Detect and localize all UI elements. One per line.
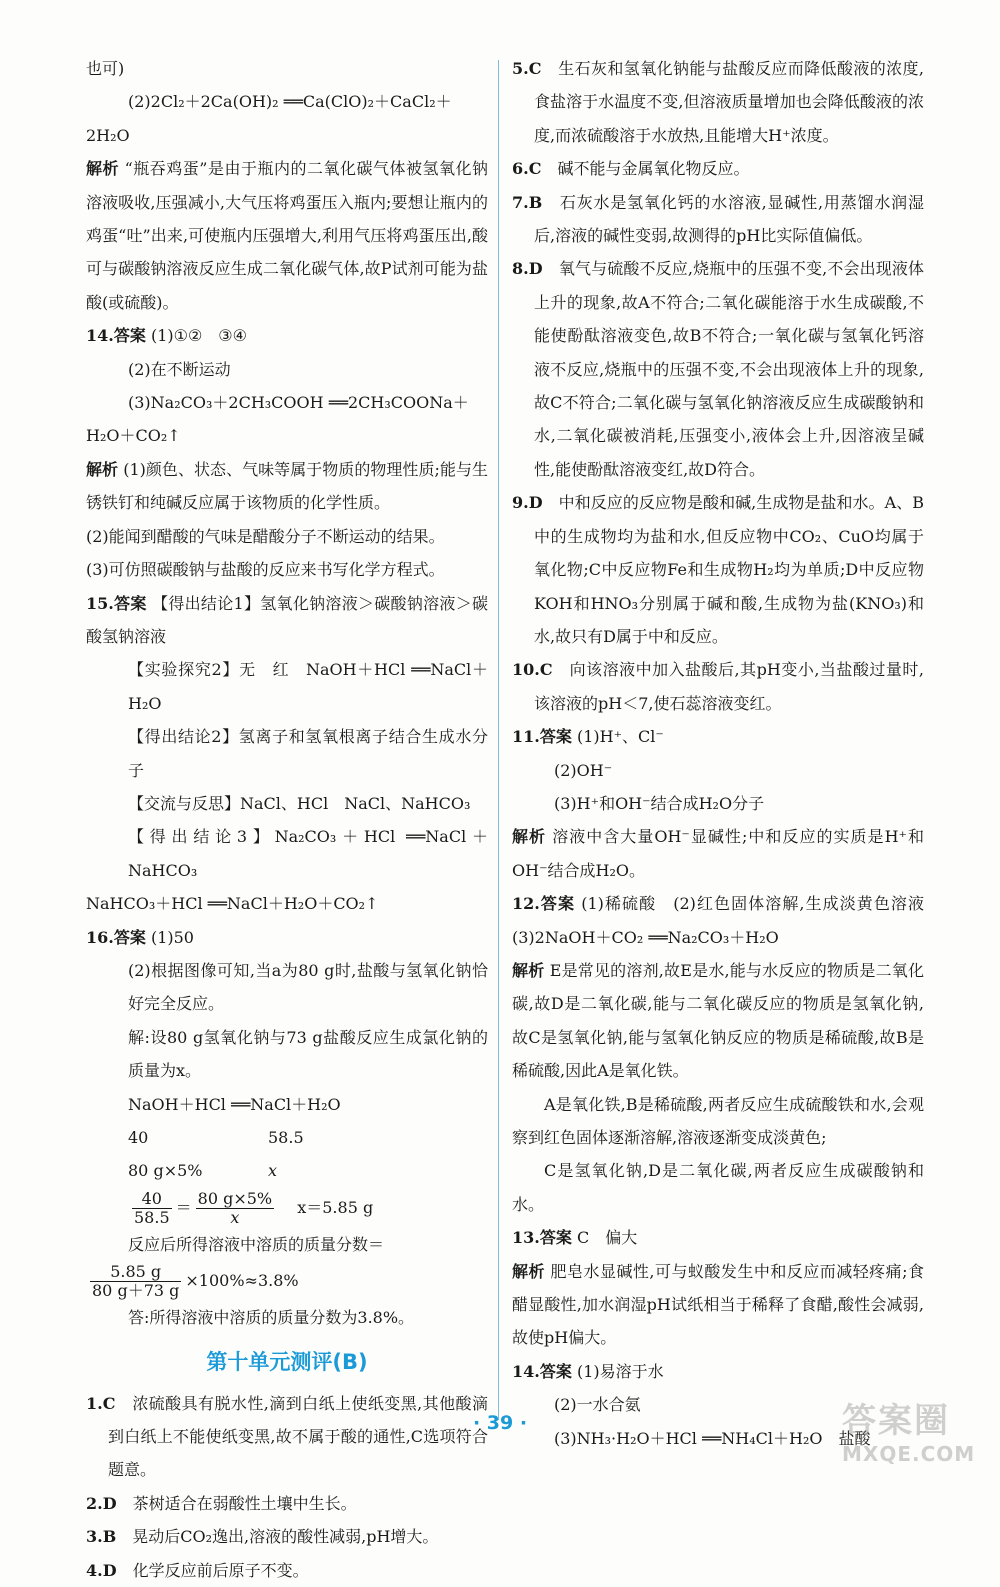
fraction bbox=[132, 1190, 172, 1227]
answer-label: 答案 bbox=[539, 894, 576, 914]
analysis-text: 肥皂水显碱性,可与蚁酸发生中和反应而减轻疼痛;食醋显酸性,加水润湿pH试纸相当于稀释了食醋,酸性会减弱,故使pH偏大。 bbox=[512, 1261, 924, 1348]
item-number: 8.D bbox=[512, 259, 543, 279]
item-number: 2.D bbox=[86, 1493, 117, 1513]
analysis-paragraph bbox=[86, 453, 488, 520]
answer-line: (2)根据图像可知,当a为80 g时,盐酸与氢氧化钠恰好完全反应。 bbox=[128, 960, 488, 1014]
denominator: 58.5 bbox=[134, 1207, 170, 1227]
analysis-paragraph bbox=[512, 1255, 924, 1355]
answer-item bbox=[86, 1387, 488, 1487]
fraction bbox=[90, 1263, 181, 1300]
item-text: 向该溶液中加入盐酸后,其pH变小,当盐酸过量时,该溶液的pH＜7,使石蕊溶液变红。 bbox=[534, 660, 924, 713]
analysis-label: 解析 bbox=[512, 960, 545, 980]
answer-line: 反应后所得溶液中溶质的质量分数＝ bbox=[128, 1234, 385, 1254]
page-number: · 39 · bbox=[472, 1412, 528, 1434]
text-line: 也可) bbox=[86, 59, 125, 78]
answer-item bbox=[86, 1487, 488, 1520]
item-text: 浓硫酸具有脱水性,滴到白纸上使纸变黑,其他酸滴到白纸上不能使纸变黑,故不属于酸的通性,C选项符合题意。 bbox=[108, 1393, 488, 1480]
answer-14-header bbox=[86, 319, 488, 352]
result: ×100%≈3.8% bbox=[185, 1271, 299, 1291]
answer-line: (2)一水合氨 bbox=[554, 1395, 641, 1415]
fraction bbox=[196, 1190, 274, 1227]
item-number: 6.C bbox=[512, 159, 542, 179]
analysis-label: 解析 bbox=[512, 827, 547, 847]
equals-sign: ＝ bbox=[175, 1197, 192, 1217]
ratio-row bbox=[86, 1154, 488, 1187]
equation-line: (3)NH₃·H₂O＋HCl ══NH₄Cl＋H₂O 盐酸 bbox=[554, 1428, 871, 1448]
answer-text: C 偏大 bbox=[576, 1228, 638, 1248]
item-text: 晃动后CO₂逸出,溶液的酸性减弱,pH增大。 bbox=[132, 1527, 439, 1547]
numerator: 40 bbox=[132, 1190, 172, 1209]
item-text: 碱不能与金属氧化物反应。 bbox=[557, 159, 750, 179]
answer-11-header bbox=[512, 720, 924, 753]
answer-line: (3)H⁺和OH⁻结合成H₂O分子 bbox=[554, 793, 765, 813]
denominator: 80 g＋73 g bbox=[92, 1281, 180, 1301]
question-number: 14. bbox=[512, 1361, 540, 1381]
analysis-text: (1)颜色、状态、气味等属于物质的物理性质;能与生锈铁钉和纯碱反应属于该物质的化学性质。 bbox=[86, 459, 488, 513]
analysis-line: (2)能闻到醋酸的气味是醋酸分子不断运动的结果。 bbox=[86, 526, 445, 546]
analysis-text: E是常见的溶剂,故E是水,能与水反应的物质是二氧化碳,故D是二氧化碳,能与二氧化碳反应的物质是氢氧化钠,故C是氢氧化钠,能与氢氧化钠反应的物质是稀硫酸,故B是稀硫酸,因此A是氧化铁。 bbox=[512, 960, 924, 1081]
question-number: 16. bbox=[86, 927, 114, 947]
equation-line: (2)2Cl₂＋2Ca(OH)₂ ══Ca(ClO)₂＋CaCl₂＋ bbox=[128, 92, 452, 112]
equation-line: NaOH＋HCl ══NaCl＋H₂O bbox=[128, 1094, 341, 1114]
denominator: x bbox=[230, 1207, 240, 1227]
answer-line: 解:设80 g氢氧化钠与73 g盐酸反应生成氯化钠的质量为x。 bbox=[128, 1027, 488, 1081]
analysis-text: “瓶吞鸡蛋”是由于瓶内的二氧化碳气体被氢氧化钠溶液吸收,压强减小,大气压将鸡蛋压入瓶内;要想让瓶内的鸡蛋“吐”出来,可使瓶内压强增大,利用气压将鸡蛋压出,酸可与碳酸钠溶液反应生成二氧化碳气体,故P试剂可能为盐酸(或硫酸)。 bbox=[86, 159, 488, 312]
answer-label: 答案 bbox=[539, 1228, 572, 1248]
answer-item bbox=[512, 486, 924, 653]
item-number: 10.C bbox=[512, 660, 553, 680]
equation-line: (3)Na₂CO₃＋2CH₃COOH ══2CH₃COONa＋ bbox=[128, 393, 469, 413]
answer-text: 【得出结论1】氢氧化钠溶液＞碳酸钠溶液＞碳酸氢钠溶液 bbox=[86, 593, 488, 646]
answer-line: 【交流与反思】NaCl、HCl NaCl、NaHCO₃ bbox=[128, 793, 471, 813]
answer-text: (1)H⁺、Cl⁻ bbox=[576, 727, 664, 747]
item-number: 1.C bbox=[86, 1393, 116, 1413]
analysis-line: C是氢氧化钠,D是二氧化碳,两者反应生成碳酸钠和水。 bbox=[512, 1161, 924, 1214]
answer-item bbox=[86, 1520, 488, 1553]
item-number: 5.C bbox=[512, 59, 542, 78]
equation-line: H₂O＋CO₂↑ bbox=[86, 426, 181, 446]
equation-line: 2H₂O bbox=[86, 125, 130, 145]
analysis-paragraph bbox=[512, 954, 924, 1088]
answer-12-header bbox=[512, 887, 941, 954]
answer-label: 答案 bbox=[539, 1361, 572, 1381]
answer-line: 【得出结论2】氢离子和氢氧根离子结合生成水分子 bbox=[128, 727, 488, 780]
answer-item bbox=[86, 1554, 488, 1587]
item-number: 3.B bbox=[86, 1527, 117, 1547]
answer-text: (1)易溶于水 bbox=[576, 1361, 664, 1381]
item-text: 中和反应的反应物是酸和碱,生成物是盐和水。A、B中的生成物均为盐和水,但反应物中CO₂、CuO均属于氧化物;C中反应物Fe和生成物H₂均为单质;D中反应物KOH和HNO₃分别属于碱和酸,生成物为盐(KNO₃)和水,故只有D属于中和反应。 bbox=[534, 493, 924, 646]
item-number: 4.D bbox=[86, 1560, 117, 1580]
answer-13-header bbox=[512, 1221, 924, 1254]
question-number: 14. bbox=[86, 326, 114, 346]
section-title: 第十单元测评(B) bbox=[206, 1349, 368, 1374]
watermark-text: 答案圈 bbox=[842, 1401, 950, 1441]
analysis-label: 解析 bbox=[86, 159, 120, 179]
question-number: 12. bbox=[512, 894, 540, 914]
answer-label: 答案 bbox=[113, 326, 146, 346]
answer-15-header bbox=[86, 587, 488, 654]
column-divider bbox=[498, 60, 499, 1420]
numerator: 5.85 g bbox=[90, 1263, 181, 1282]
answer-item bbox=[512, 186, 924, 253]
analysis-line: A是氧化铁,B是稀硫酸,两者反应生成硫酸铁和水,会观察到红色固体逐渐溶解,溶液逐渐变成淡黄色; bbox=[512, 1094, 924, 1147]
question-number: 13. bbox=[512, 1228, 540, 1248]
analysis-paragraph bbox=[512, 820, 924, 887]
answer-item bbox=[512, 152, 924, 185]
percentage-equation bbox=[86, 1261, 488, 1301]
item-number: 7.B bbox=[512, 192, 543, 212]
answer-item bbox=[512, 653, 924, 720]
left-column bbox=[86, 52, 488, 1587]
analysis-paragraph bbox=[86, 152, 488, 319]
answer-line: 【得出结论3】Na₂CO₃＋HCl ══NaCl＋NaHCO₃ bbox=[128, 827, 488, 880]
answer-text: (1)稀硫酸 (2)红色固体溶解,生成淡黄色溶液 (3)2NaOH＋CO₂ ══Na₂CO₃＋H₂O bbox=[512, 894, 941, 947]
item-text: 氧气与硫酸不反应,烧瓶中的压强不变,不会出现液体上升的现象,故A不符合;二氧化碳能溶于水生成碳酸,不能使酚酞溶液变色,故B不符合;一氧化碳与氢氧化钙溶液不反应,烧瓶中的压强不变,不会出现液体上升的现象,故C不符合;二氧化碳与氢氧化钠溶液反应生成碳酸钠和水,二氧化碳被消耗,压强变小,液体会上升,因溶液呈碱性,能使酚酞溶液变红,故D符合。 bbox=[534, 259, 924, 479]
answer-label: 答案 bbox=[539, 727, 572, 747]
answer-line: (2)在不断运动 bbox=[128, 359, 231, 379]
ratio-right: x bbox=[268, 1161, 278, 1181]
answer-line: (2)OH⁻ bbox=[554, 760, 613, 780]
answer-14b-header bbox=[512, 1355, 924, 1388]
ratio-left: 40 bbox=[128, 1128, 149, 1147]
answer-label: 答案 bbox=[113, 593, 147, 613]
item-text: 化学反应前后原子不变。 bbox=[132, 1560, 309, 1580]
equation-line: NaHCO₃＋HCl ══NaCl＋H₂O＋CO₂↑ bbox=[86, 894, 379, 914]
answer-item bbox=[512, 252, 924, 486]
question-number: 11. bbox=[512, 727, 540, 747]
answer-text: (1)50 bbox=[150, 927, 194, 947]
question-number: 15. bbox=[86, 593, 114, 613]
numerator: 80 g×5% bbox=[197, 1188, 273, 1208]
ratio-right: 58.5 bbox=[268, 1128, 304, 1147]
analysis-text: 溶液中含大量OH⁻显碱性;中和反应的实质是H⁺和OH⁻结合成H₂O。 bbox=[512, 827, 924, 880]
answer-16-header bbox=[86, 921, 488, 954]
item-text: 石灰水是氢氧化钙的水溶液,显碱性,用蒸馏水润湿后,溶液的碱性变弱,故测得的pH比实际值偏低。 bbox=[534, 192, 924, 246]
proportion-equation bbox=[86, 1188, 488, 1228]
item-number: 9.D bbox=[512, 493, 543, 513]
right-column bbox=[512, 52, 941, 1455]
analysis-label: 解析 bbox=[512, 1261, 545, 1281]
answer-line: 【实验探究2】无 红 NaOH＋HCl ══NaCl＋H₂O bbox=[128, 660, 488, 713]
analysis-label: 解析 bbox=[86, 459, 119, 479]
answer-text: (1)①② ③④ bbox=[150, 326, 247, 346]
ratio-left: 80 g×5% bbox=[128, 1161, 203, 1181]
answer-item bbox=[512, 52, 924, 152]
watermark-url: MXQE.COM bbox=[842, 1442, 976, 1466]
item-text: 茶树适合在弱酸性土壤中生长。 bbox=[132, 1493, 357, 1513]
item-text: 生石灰和氢氧化钠能与盐酸反应而降低酸液的浓度,食盐溶于水温度不变,但溶液质量增加也会降低酸液的浓度,而浓硫酸溶于水放热,且能增大H⁺浓度。 bbox=[534, 59, 924, 145]
answer-label: 答案 bbox=[113, 927, 146, 947]
analysis-line: (3)可仿照碳酸钠与盐酸的反应来书写化学方程式。 bbox=[86, 560, 445, 580]
result: x＝5.85 g bbox=[297, 1197, 374, 1217]
answer-line: 答:所得溶液中溶质的质量分数为3.8%。 bbox=[128, 1308, 415, 1328]
ratio-row bbox=[86, 1121, 488, 1154]
watermark-logo bbox=[842, 1400, 992, 1480]
